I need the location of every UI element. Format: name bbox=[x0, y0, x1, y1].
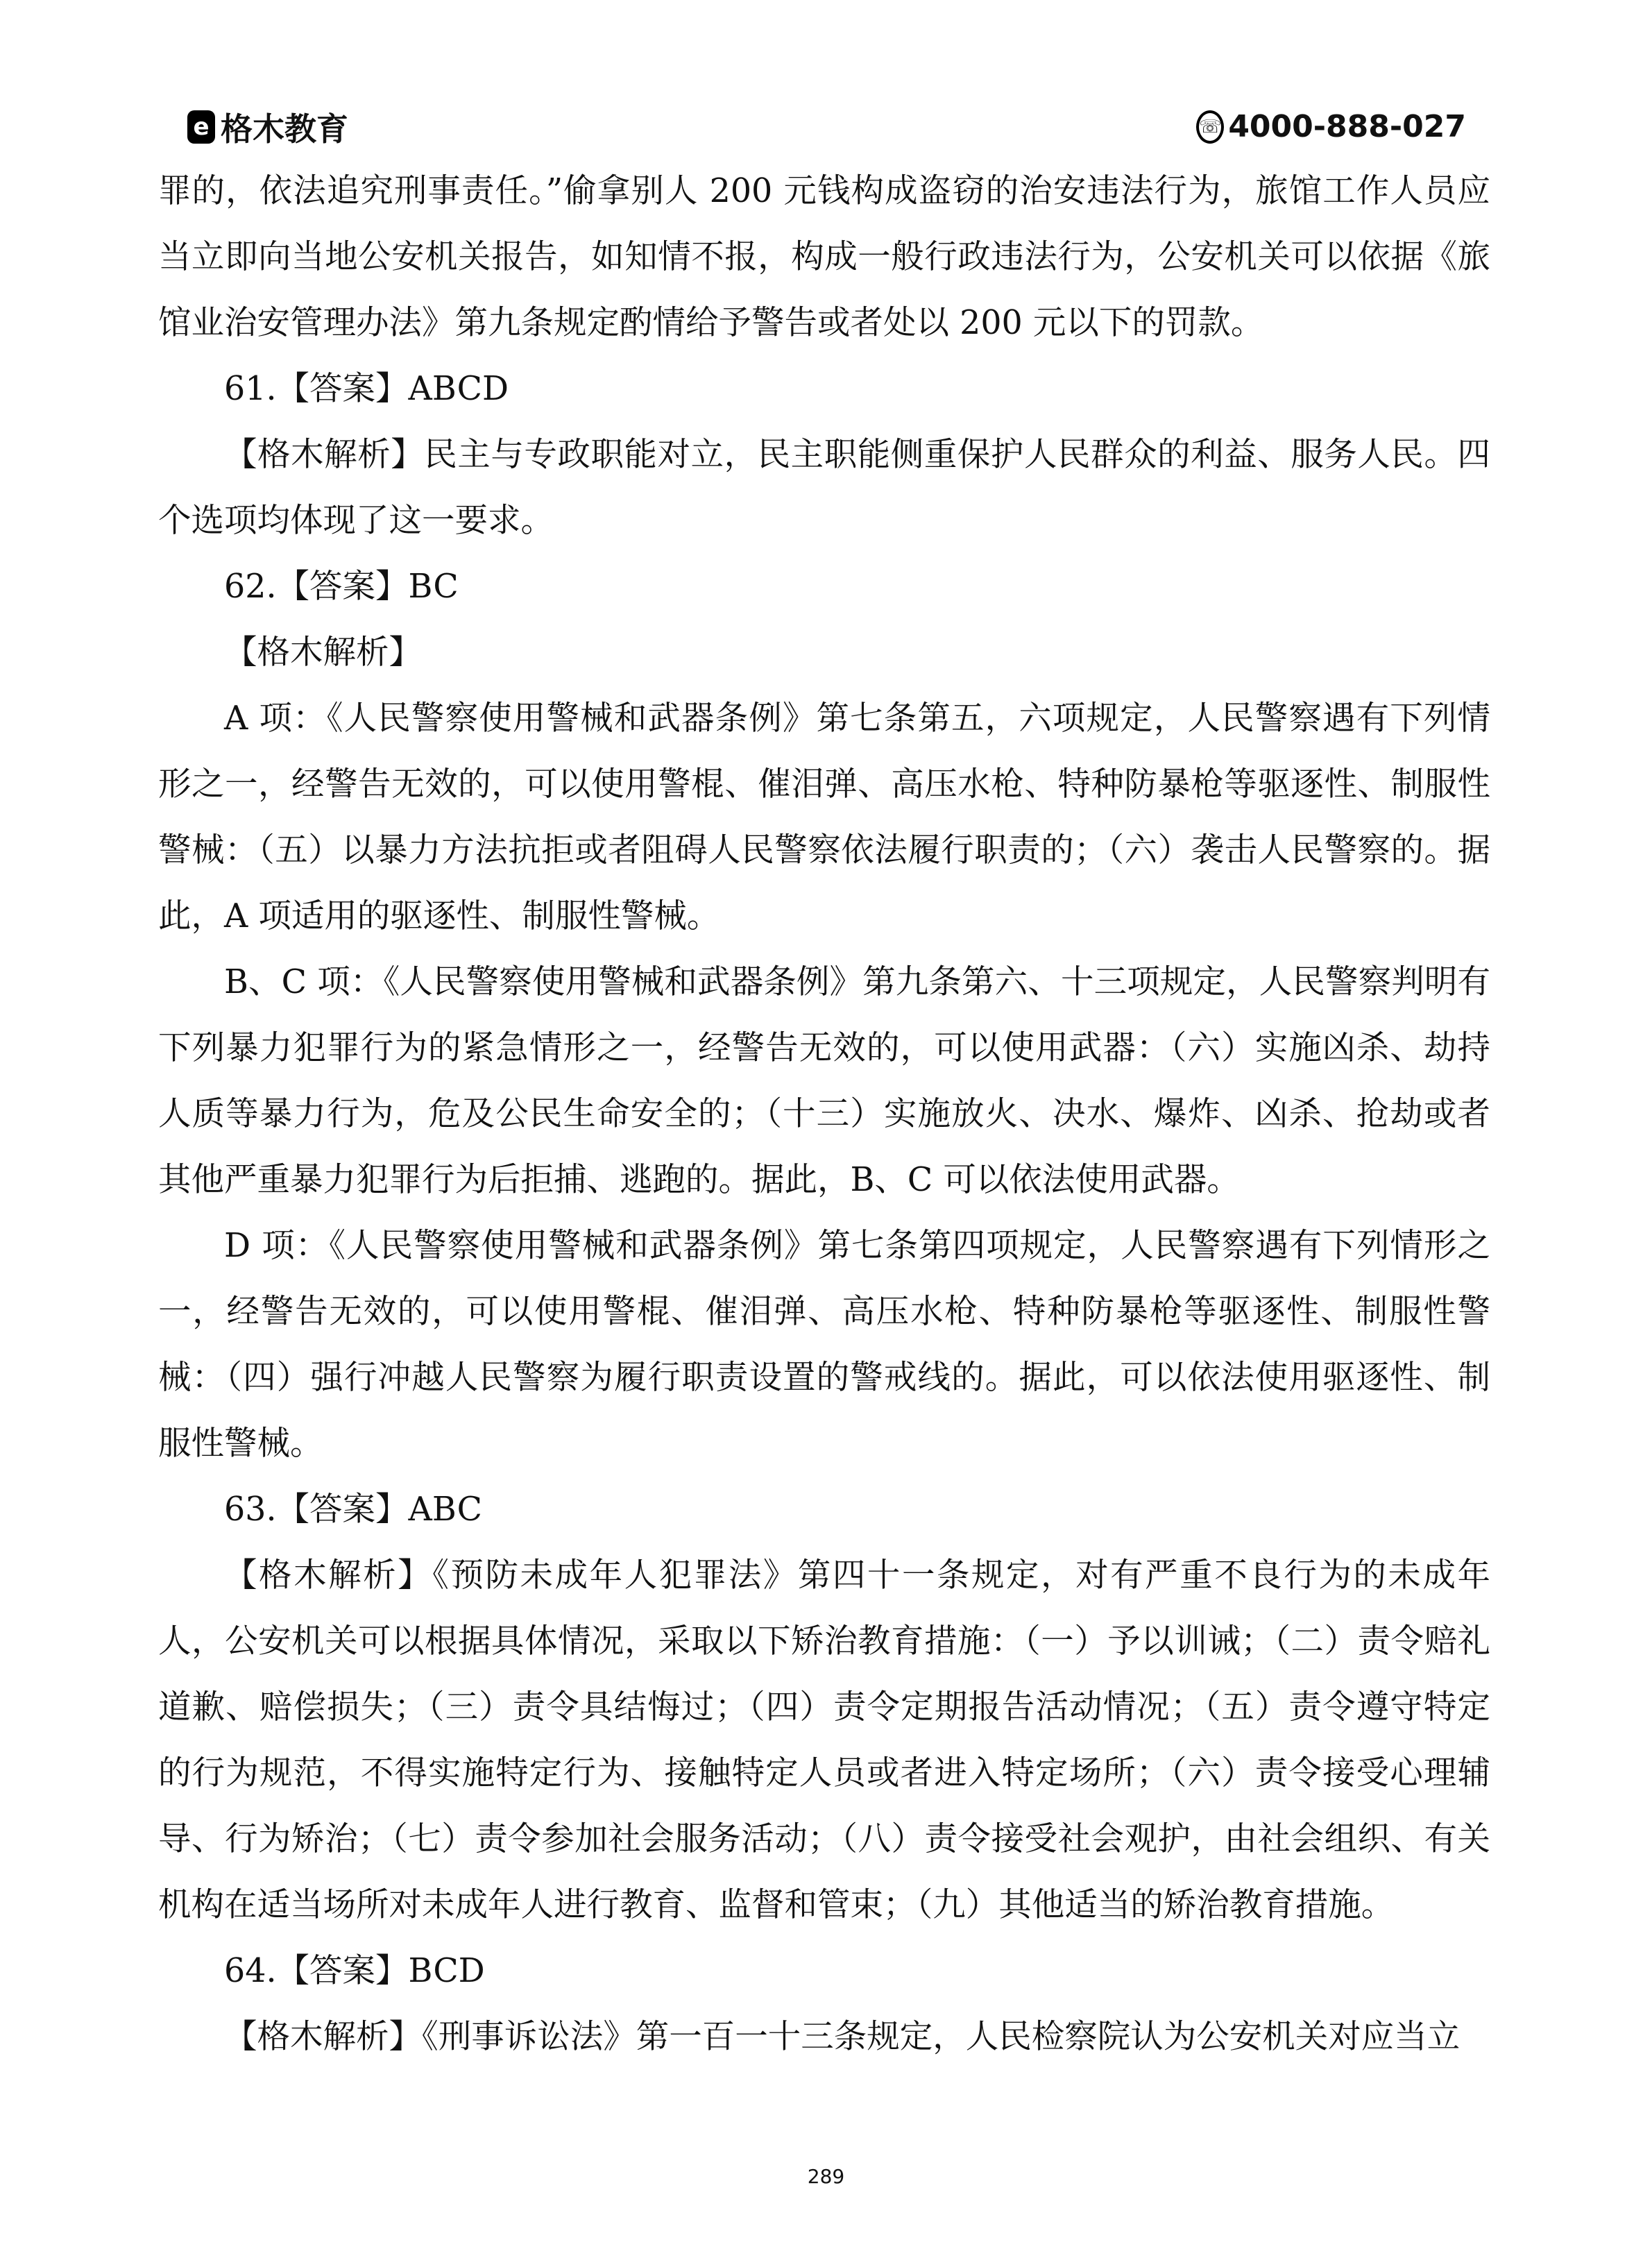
paragraph: 61.【答案】ABCD bbox=[224, 370, 509, 408]
page-number: 289 bbox=[807, 2165, 845, 2188]
paragraph: 罪的，依法追究刑事责任。”偷拿别人 200 元钱构成盗窃的治安违法行为，旅馆工作人员应当立即向当地公安机关报告，如知情不报，构成一般行政违法行为，公安机关可以依据《旅馆业治安管理办法》第九条规定酌情给予警告或者处以 200 元以下的罚款。 bbox=[158, 172, 1490, 342]
page-header bbox=[187, 101, 1466, 153]
brand-logo bbox=[187, 104, 348, 150]
paragraph: 【格木解析】《预防未成年人犯罪法》第四十一条规定，对有严重不良行为的未成年人，公安机关可以根据具体情况，采取以下矫治教育措施：（一）予以训诫；（二）责令赔礼道歉、赔偿损失；（三）责令具结悔过；（四）责令定期报告活动情况；（五）责令遵守特定的行为规范，不得实施特定行为、接触特定人员或者进入特定场所；（六）责令接受心理辅导、行为矫治；（七）责令参加社会服务活动；（八）责令接受社会观护，由社会组织、有关机构在适当场所对未成年人进行教育、监督和管束；（九）其他适当的矫治教育措施。 bbox=[158, 1556, 1490, 1924]
phone-number: 4000-888-027 bbox=[1228, 109, 1466, 144]
brand-name: 格木教育 bbox=[221, 110, 348, 148]
paragraph: 63.【答案】ABC bbox=[224, 1491, 482, 1529]
paragraph: 【格木解析】 bbox=[224, 634, 422, 672]
hotline bbox=[1196, 109, 1466, 144]
paragraph: 64.【答案】BCD bbox=[224, 1952, 485, 1990]
paragraph: 62.【答案】BC bbox=[224, 568, 459, 606]
paragraph: B、C 项：《人民警察使用警械和武器条例》第九条第六、十三项规定，人民警察判明有下列暴力犯罪行为的紧急情形之一，经警告无效的，可以使用武器：（六）实施凶杀、劫持人质等暴力行为，危及公民生命安全的；（十三）实施放火、决水、爆炸、凶杀、抢劫或者其他严重暴力犯罪行为后拒捕、逃跑的。据此，B、C 可以依法使用武器。 bbox=[158, 963, 1490, 1199]
paragraph: A 项：《人民警察使用警械和武器条例》第七条第五，六项规定，人民警察遇有下列情形之一，经警告无效的，可以使用警棍、催泪弹、高压水枪、特种防暴枪等驱逐性、制服性警械：（五）以暴力方法抗拒或者阻碍人民警察依法履行职责的；（六）袭击人民警察的。据此，A 项适用的驱逐性、制服性警械。 bbox=[158, 699, 1490, 935]
paragraph: 【格木解析】民主与专政职能对立，民主职能侧重保护人民群众的利益、服务人民。四个选项均体现了这一要求。 bbox=[158, 436, 1490, 540]
paragraph: 【格木解析】《刑事诉讼法》第一百一十三条规定，人民检察院认为公安机关对应当立 bbox=[224, 2018, 1461, 2056]
phone-icon: ☏ bbox=[1196, 110, 1224, 144]
document-body bbox=[158, 158, 1490, 2070]
logo-icon: e bbox=[187, 110, 215, 144]
paragraph: D 项：《人民警察使用警械和武器条例》第七条第四项规定，人民警察遇有下列情形之一，经警告无效的，可以使用警棍、催泪弹、高压水枪、特种防暴枪等驱逐性、制服性警械：（四）强行冲越人民警察为履行职责设置的警戒线的。据此，可以依法使用驱逐性、制服性警械。 bbox=[158, 1227, 1490, 1463]
